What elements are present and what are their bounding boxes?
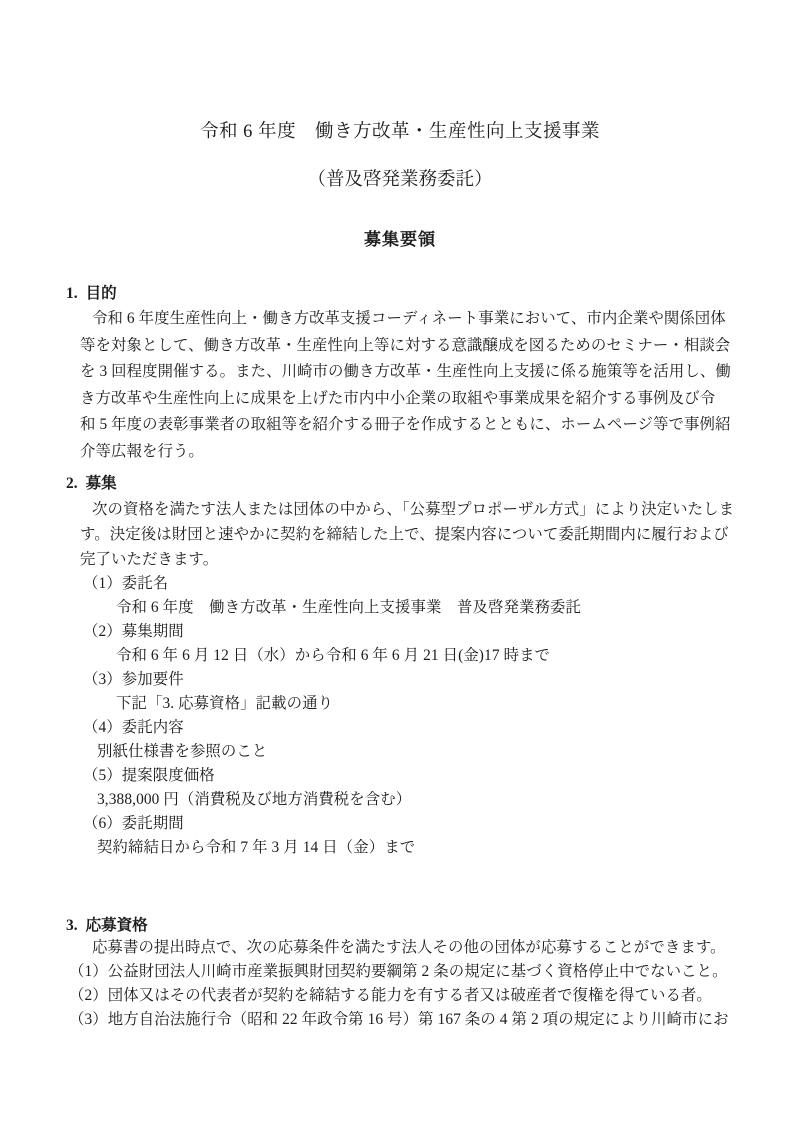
document-title: 令和 6 年度 働き方改革・生産性向上支援事業 [199, 122, 600, 142]
item-label: （6）委託期間 [83, 815, 184, 832]
paragraph-line: 完了いただきます。 [80, 551, 219, 568]
section-number: 2. [66, 475, 78, 492]
paragraph-line: 和 5 年度の表彰事業者の取組等を紹介する冊子を作成するとともに、ホームページ等で事例紹 [80, 416, 731, 433]
paragraph-line: 次の資格を満たす法人または団体の中から、「公募型プロポーザル方式」により決定いたしま [92, 501, 735, 518]
item-detail: 下記「3. 応募資格」記載の通り [116, 695, 334, 712]
eligibility-items [0, 960, 800, 1032]
item-detail: 令和 6 年度 働き方改革・生産性向上支援事業 普及啓発業務委託 [116, 599, 581, 616]
recruitment-paragraph [0, 497, 800, 572]
condition-line: （1）公益財団法人川崎市産業振興財団契約要綱第 2 条の規定に基づく資格停止中でないこと。 [69, 963, 728, 980]
item-detail: 契約締結日から令和 7 年 3 月 14 日（金）まで [97, 839, 416, 856]
paragraph-line: 介等広報を行う。 [80, 442, 204, 460]
eligibility-intro: 応募書の提出時点で、次の応募条件を満たす法人その他の団体が応募することができます。 [92, 939, 726, 956]
paragraph-line: 令和 6 年度生産性向上・働き方改革支援コーディネート事業において、市内企業や関係団体 [92, 310, 726, 327]
condition-line: （3）地方自治法施行令（昭和 22 年政令第 16 号）第 167 条の 4 第 2 項の規定により川崎市にお [69, 1011, 729, 1028]
item-label: （1）委託名 [83, 575, 169, 592]
section-number: 1. [66, 285, 78, 302]
section-title: 応募資格 [85, 917, 148, 934]
section-purpose-heading [66, 283, 800, 304]
document-heading: 募集要領 [364, 230, 436, 249]
item-detail: 別紙仕様書を参照のこと [97, 743, 268, 760]
paragraph-line: き方改革や生産性向上に成果を上げた市内中小企業の取組や事業成果を紹介する事例及び令 [80, 389, 716, 407]
paragraph-line: を 3 回程度開催する。また、川崎市の働き方改革・生産性向上支援に係る施策等を活用し、働 [80, 363, 731, 380]
item-detail: 令和 6 年 6 月 12 日（水）から令和 6 年 6 月 21 日(金)17 時まで [116, 647, 551, 664]
condition-line: （2）団体又はその代表者が契約を締結する能力を有する者又は破産者で復権を得ている者。 [69, 987, 712, 1004]
item-detail: 3,388,000 円（消費税及び地方消費税を含む） [97, 791, 412, 808]
section-purpose [0, 283, 800, 465]
purpose-paragraph [0, 306, 800, 465]
section-eligibility-heading [66, 915, 800, 936]
section-title: 目的 [85, 285, 117, 302]
document-subtitle: （普及啓発業務委託） [307, 170, 493, 190]
item-label: （5）提案限度価格 [83, 767, 215, 784]
section-recruitment-heading [66, 473, 800, 494]
item-label: （2）募集期間 [83, 623, 184, 640]
section-number: 3. [66, 917, 78, 934]
recruitment-items [0, 572, 800, 860]
section-eligibility [0, 915, 800, 1032]
section-recruitment [0, 473, 800, 860]
section-title: 募集 [85, 475, 117, 492]
paragraph-line: す。決定後は財団と速やかに契約を締結した上で、提案内容について委託期間内に履行および [80, 526, 729, 543]
item-label: （3）参加要件 [83, 671, 184, 688]
item-label: （4）委託内容 [83, 719, 184, 736]
paragraph-line: 等を対象として、働き方改革・生産性向上等に対する意識醸成を図るためのセミナー・相談会 [80, 336, 731, 354]
